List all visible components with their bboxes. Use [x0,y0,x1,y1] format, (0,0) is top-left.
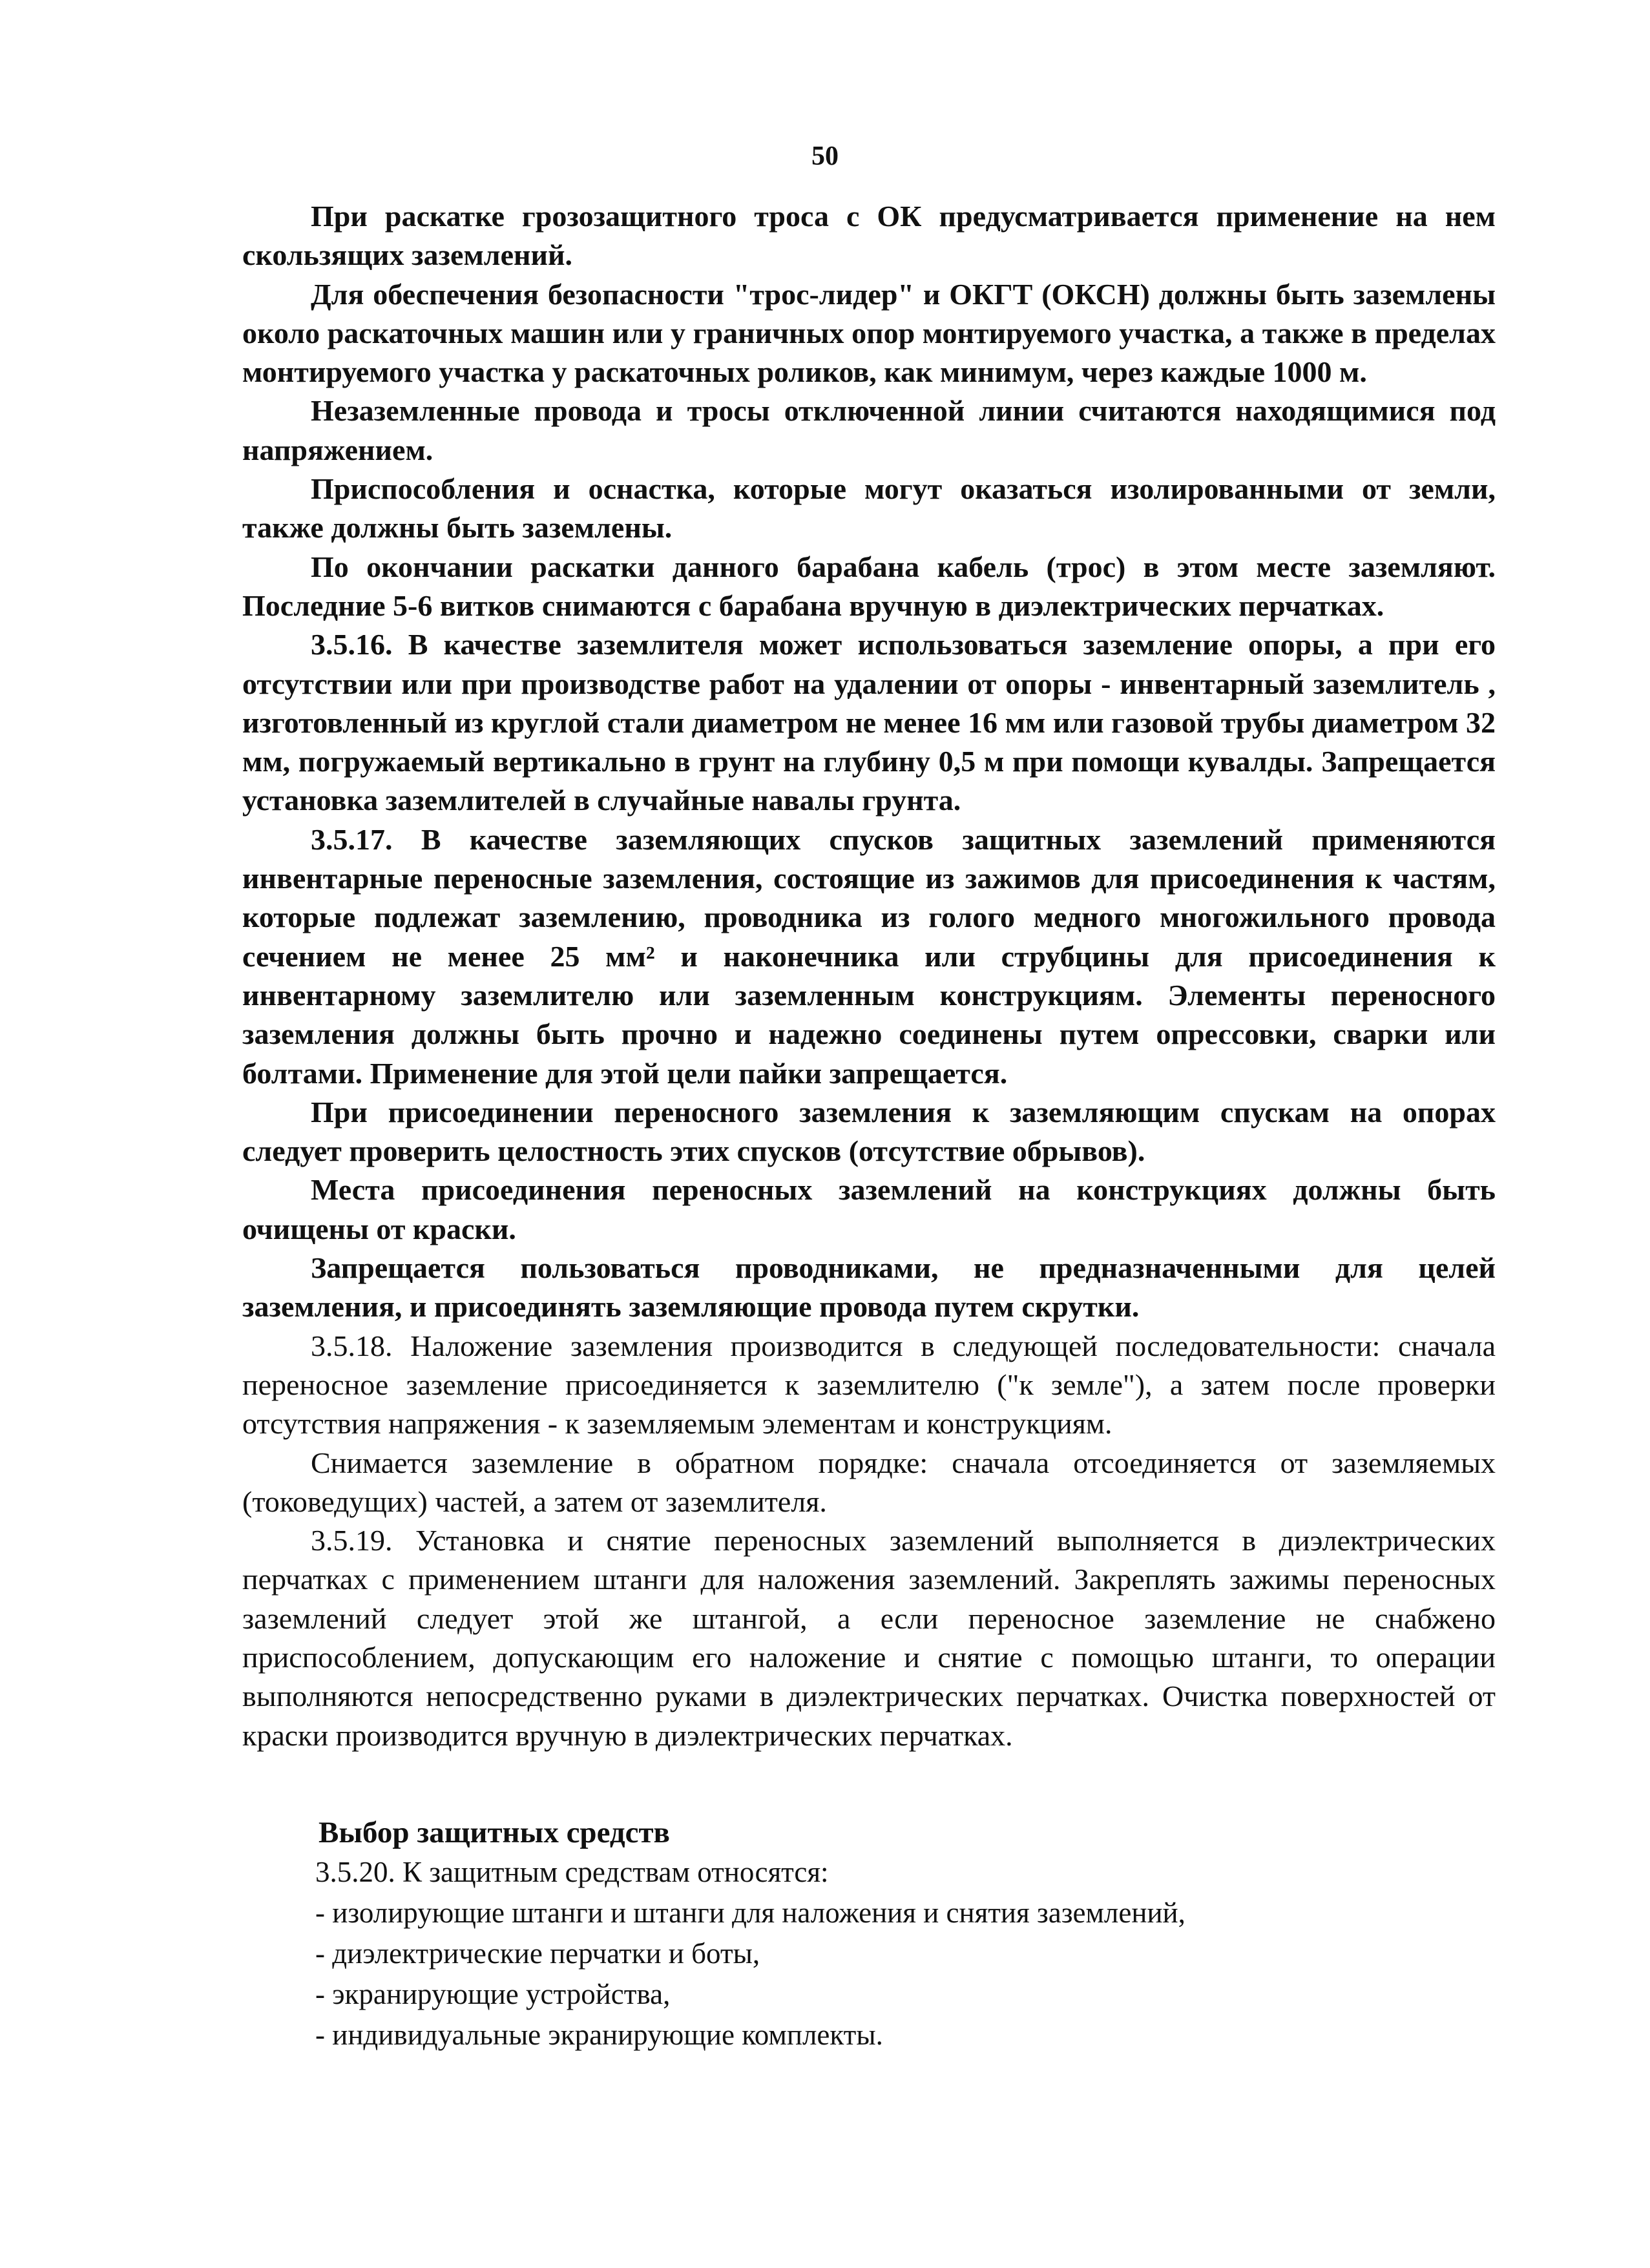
list-item: - индивидуальные экранирующие комплекты. [315,2019,883,2051]
paragraph: 3.5.18. Наложение заземления производится в следующей последовательности: сначала переносное заземление присоединяется к заземлителю ("к земле"), а затем после проверки отсутствия напряжения - к заземляемым элементам и конструкциям. [242,1329,1496,1441]
paragraph: Места присоединения переносных заземлений на конструкциях должны быть очищены от краски. [242,1173,1496,1245]
page-number: 50 [811,141,839,171]
paragraph: При раскатке грозозащитного троса с ОК предусматривается применение на нем скользящих заземлений. [242,200,1496,272]
paragraph: Для обеспечения безопасности "трос-лидер" и ОКГТ (ОКСН) должны быть заземлены около раскаточных машин или у граничных опор монтируемого участка, а также в пределах монтируемого участка у раскаточных роликов, как минимум, через каждые 1000 м. [242,277,1496,389]
paragraph: При присоединении переносного заземления к заземляющим спускам на опорах следует проверить целостность этих спусков (отсутствие обрывов). [242,1095,1496,1168]
list-item: - экранирующие устройства, [315,1978,671,2010]
paragraph: Снимается заземление в обратном порядке: сначала отсоединяется от заземляемых (токоведущих) частей, а затем от заземлителя. [242,1446,1496,1518]
paragraph: 3.5.17. В качестве заземляющих спусков защитных заземлений применяются инвентарные переносные заземления, состоящие из зажимов для присоединения к частям, которые подлежат заземлению, проводника из голого медного многожильного провода сечением не менее 25 мм² и наконечника или струбцины для присоединения к инвентарному заземлителю или заземленным конструкциям. Элементы переносного заземления должны быть прочно и надежно соединены путем опрессовки, сварки или болтами. Применение для этой цели пайки запрещается. [242,822,1496,1090]
section-heading: Выбор защитных средств [319,1816,670,1849]
list-intro: 3.5.20. К защитным средствам относятся: [315,1856,829,1888]
list-item: - изолирующие штанги и штанги для наложения и снятия заземлений, [315,1897,1185,1929]
paragraph: Незаземленные провода и тросы отключенной линии считаются находящимися под напряжением. [242,394,1496,466]
list-item: - диэлектрические перчатки и боты, [315,1937,760,1970]
paragraph: Приспособления и оснастка, которые могут оказаться изолированными от земли, также должны быть заземлены. [242,472,1496,545]
paragraph: 3.5.19. Установка и снятие переносных заземлений выполняется в диэлектрических перчатках с применением штанги для наложения заземлений. Закреплять зажимы переносных заземлений следует этой же штангой, а если переносное заземление не снабжено приспособлением, допускающим его наложение и снятие с помощью штанги, то операции выполняются непосредственно руками в диэлектрических перчатках. Очистка поверхностей от краски производится вручную в диэлектрических перчатках. [242,1524,1496,1752]
main-text [242,197,1496,1755]
paragraph: По окончании раскатки данного барабана кабель (трос) в этом месте заземляют. Последние 5-6 витков снимаются с барабана вручную в диэлектрических перчатках. [242,550,1496,622]
protective-means-list [315,1852,1478,2055]
paragraph: Запрещается пользоваться проводниками, не предназначенными для целей заземления, и присоединять заземляющие провода путем скрутки. [242,1251,1496,1324]
paragraph: 3.5.16. В качестве заземлителя может использоваться заземление опоры, а при его отсутствии или при производстве работ на удалении от опоры - инвентарный заземлитель , изготовленный из круглой стали диаметром не менее 16 мм или газовой трубы диаметром 32 мм, погружаемый вертикально в грунт на глубину 0,5 м при помощи кувалды. Запрещается установка заземлителей в случайные навалы грунта. [242,628,1496,817]
